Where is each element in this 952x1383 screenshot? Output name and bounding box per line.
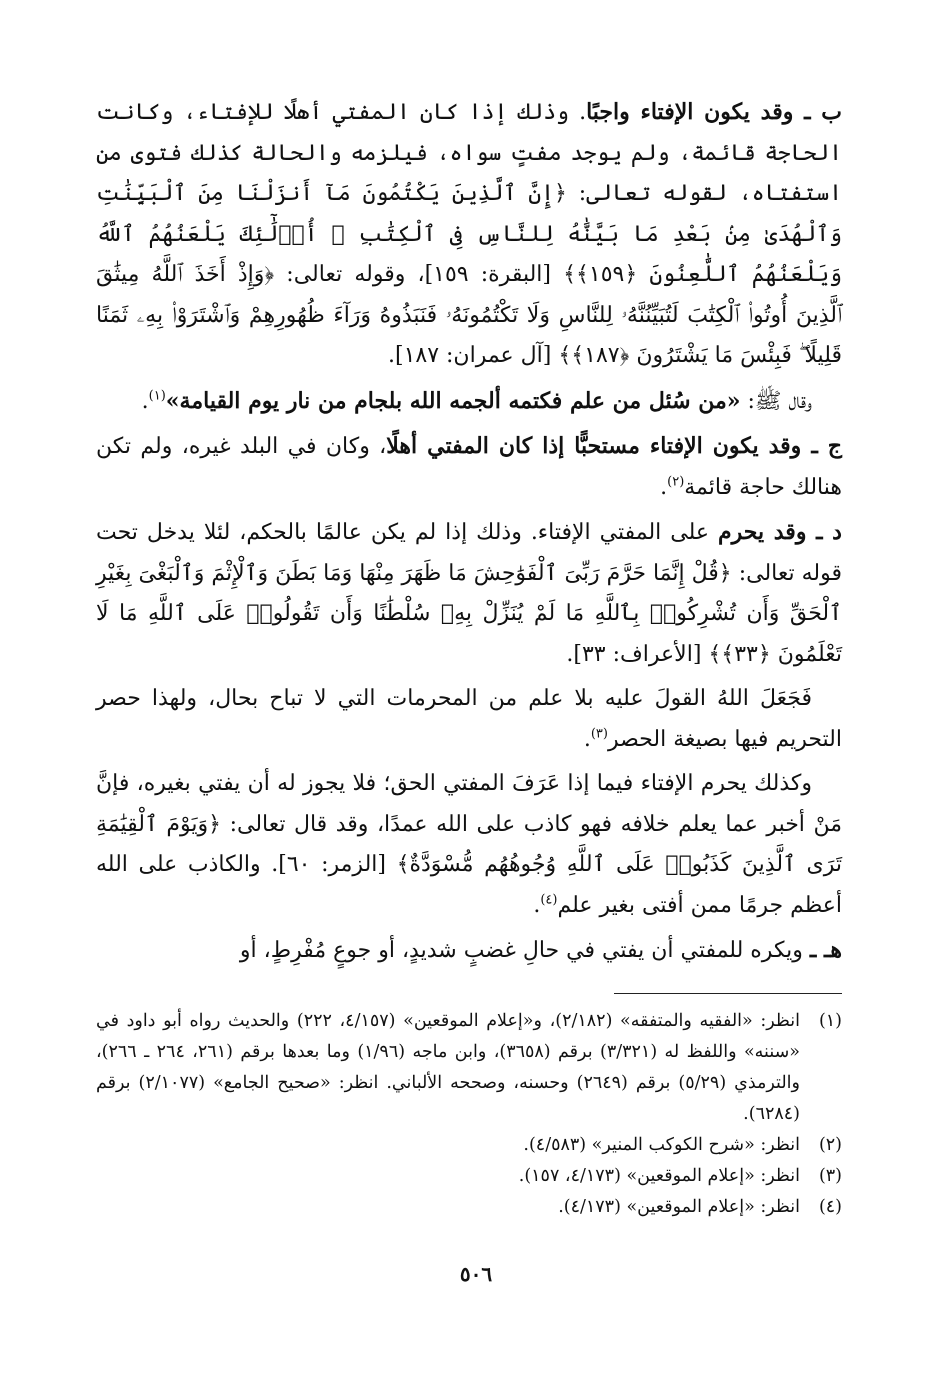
footnote-number: (٣)	[818, 1166, 842, 1186]
heading-haram: د ـ وقد يحرم	[718, 519, 842, 545]
footnote-number: (٢)	[818, 1135, 842, 1155]
paragraph-makruh: هـ ـ ويكره للمفتي أن يفتي في حالِ غضبٍ شديدٍ، أو جوعٍ مُفْرِطٍ، أو	[239, 937, 842, 963]
footnote-number: (٤)	[818, 1197, 842, 1217]
footnote-text: انظر: «إعلام الموقعين» (٤/١٧٣، ١٥٧).	[518, 1166, 800, 1186]
paragraph-haram	[96, 512, 842, 675]
footnote-ref-3[interactable]: (٣)	[590, 726, 608, 742]
footnote-ref-2[interactable]: (٢)	[667, 474, 685, 490]
paragraph-haram-text: على المفتي الإفتاء. وذلك إذا لم يكن عالمًا بالحكم، لئلا يدخل تحت قوله تعالى: ﴿قُلْ إِنَّمَا حَرَّمَ رَبِّىَ ٱلْفَوَٰحِشَ مَا ظَهَرَ مِنْهَا وَمَا بَطَنَ وَٱلْإِثْمَ وَٱلْبَغْىَ بِغَيْرِ ٱلْحَقِّ وَأَن تُشْرِكُوا۟ بِٱللَّهِ مَا لَمْ يُنَزِّلْ بِهِۦ سُلْطَٰنًا وَأَن تَقُولُوا۟ عَلَى ٱللَّهِ مَا لَا تَعْلَمُونَ ﴿٣٣﴾﴾ [الأعراف: ٣٣].	[96, 520, 842, 667]
footnote-1	[96, 1006, 842, 1130]
paragraph-mustahab-text: ، وكان في البلد غيره، ولم تكن هنالك حاجة قائمة	[96, 434, 842, 500]
page-number: ٥٠٦	[459, 1262, 493, 1286]
paragraph-hadith: وقال ﷺ: «من سُئل من علم فكتمه ألجمه الله بلجام من نار يوم القيامة»$^{(١)}$.	[141, 387, 812, 414]
footnote-3	[96, 1161, 842, 1192]
footnote-ref-1[interactable]: (١)	[148, 388, 166, 404]
footnotes	[96, 1006, 842, 1223]
heading-makruh: هـ ـ	[809, 937, 842, 963]
paragraph-wajib	[96, 92, 842, 377]
footnote-ref-4[interactable]: (٤)	[540, 892, 558, 908]
heading-wajib: ب ـ وقد يكون الإفتاء واجبًا	[586, 99, 842, 125]
paragraph-haram-explanation: فَجَعَلَ اللهُ القولَ عليه بلا علم من المحرمات التي لا تباح بحال، ولهذا حصر التحريم فيها بصيغة الحصر$^{(٣)}$.	[96, 686, 842, 752]
footnote-2	[96, 1130, 842, 1161]
footnote-4	[96, 1192, 842, 1223]
heading-mustahab: ج ـ وقد يكون الإفتاء مستحبًّا إذا كان المفتي أهلًا	[386, 433, 842, 459]
footnote-divider	[614, 993, 842, 994]
paragraph-lying: وكذلك يحرم الإفتاء فيما إذا عَرَفَ المفتي الحق؛ فلا يجوز له أن يفتي بغيره، فإنَّ مَنْ أخبر عما يعلم خلافه فهو كاذب على الله عمدًا، وقد قال تعالى: ﴿وَيَوْمَ ٱلْقِيَٰمَةِ تَرَى ٱلَّذِينَ كَذَبُوا۟ عَلَى ٱللَّهِ وُجُوهُهُم مُّسْوَدَّةٌ﴾ [الزمر: ٦٠]. والكاذب على الله أعظم جرمًا ممن أفتى بغير علم$^{(٤)}$.	[96, 771, 842, 918]
paragraph-mustahab: ج ـ وقد يكون الإفتاء مستحبًّا إذا كان المفتي أهلًا، وكان في البلد غيره، ولم تكن هنالك حاجة قائمة$^{(٢)}$.	[96, 433, 842, 500]
footnote-text: انظر: «إعلام الموقعين» (٤/١٧٣).	[558, 1197, 800, 1217]
footnote-text: انظر: «الفقيه والمتفقه» (٢/١٨٢)، و«إعلام الموقعين» (٤/١٥٧، ٢٢٢) والحديث رواه أبو داود في «سننه» واللفظ له (٣/٣٢١) برقم (٣٦٥٨)، وابن ماجه (١/٩٦) وما بعدها برقم (٢٦١، ٢٦٤ ـ ٢٦٦)، والترمذي (٥/٢٩) برقم (٢٦٤٩) وحسنه، وصححه الألباني. انظر: «صحيح الجامع» (٢/١٠٧٧) برقم (٦٢٨٤).	[96, 1011, 801, 1124]
hadith-text: «من سُئل من علم فكتمه ألجمه الله بلجام من نار يوم القيامة»	[165, 387, 741, 414]
hadith-intro: وقال ﷺ:	[740, 388, 812, 414]
footnote-number: (١)	[818, 1011, 842, 1031]
footnote-text: انظر: «شرح الكوكب المنير» (٤/٥٨٣).	[523, 1135, 800, 1155]
paragraph-wajib-text: . وذلك إذا كان المفتي أهلًا للإفتاء، وكانت الحاجة قائمة، ولم يوجد مفتٍ سواه، فيلزمه والحالة كذلك فتوى من استفتاه، لقوله تعالى: ﴿إِنَّ ٱلَّذِينَ يَكْتُمُونَ مَآ أَنزَلْنَا مِنَ ٱلْبَيِّنَٰتِ وَٱلْهُدَىٰ مِنۢ بَعْدِ مَا بَيَّنَّٰهُ لِلنَّاسِ فِى ٱلْكِتَٰبِ ۙ أُو۟لَٰٓئِكَ يَلْعَنُهُمُ ٱللَّهُ وَيَلْعَنُهُمُ ٱللَّٰعِنُونَ ﴿١٥٩﴾﴾ [البقرة: ١٥٩]، وقوله تعالى: ﴿وَإِذْ أَخَذَ ٱللَّهُ مِيثَٰقَ ٱلَّذِينَ أُوتُوا۟ ٱلْكِتَٰبَ لَتُبَيِّنُنَّهُۥ لِلنَّاسِ وَلَا تَكْتُمُونَهُۥ فَنَبَذُوهُ وَرَآءَ ظُهُورِهِمْ وَٱشْتَرَوْا۟ بِهِۦ ثَمَنًا قَلِيلًا ۖ فَبِئْسَ مَا يَشْتَرُونَ ﴿١٨٧﴾﴾ [آل عمران: ١٨٧].	[96, 100, 842, 368]
